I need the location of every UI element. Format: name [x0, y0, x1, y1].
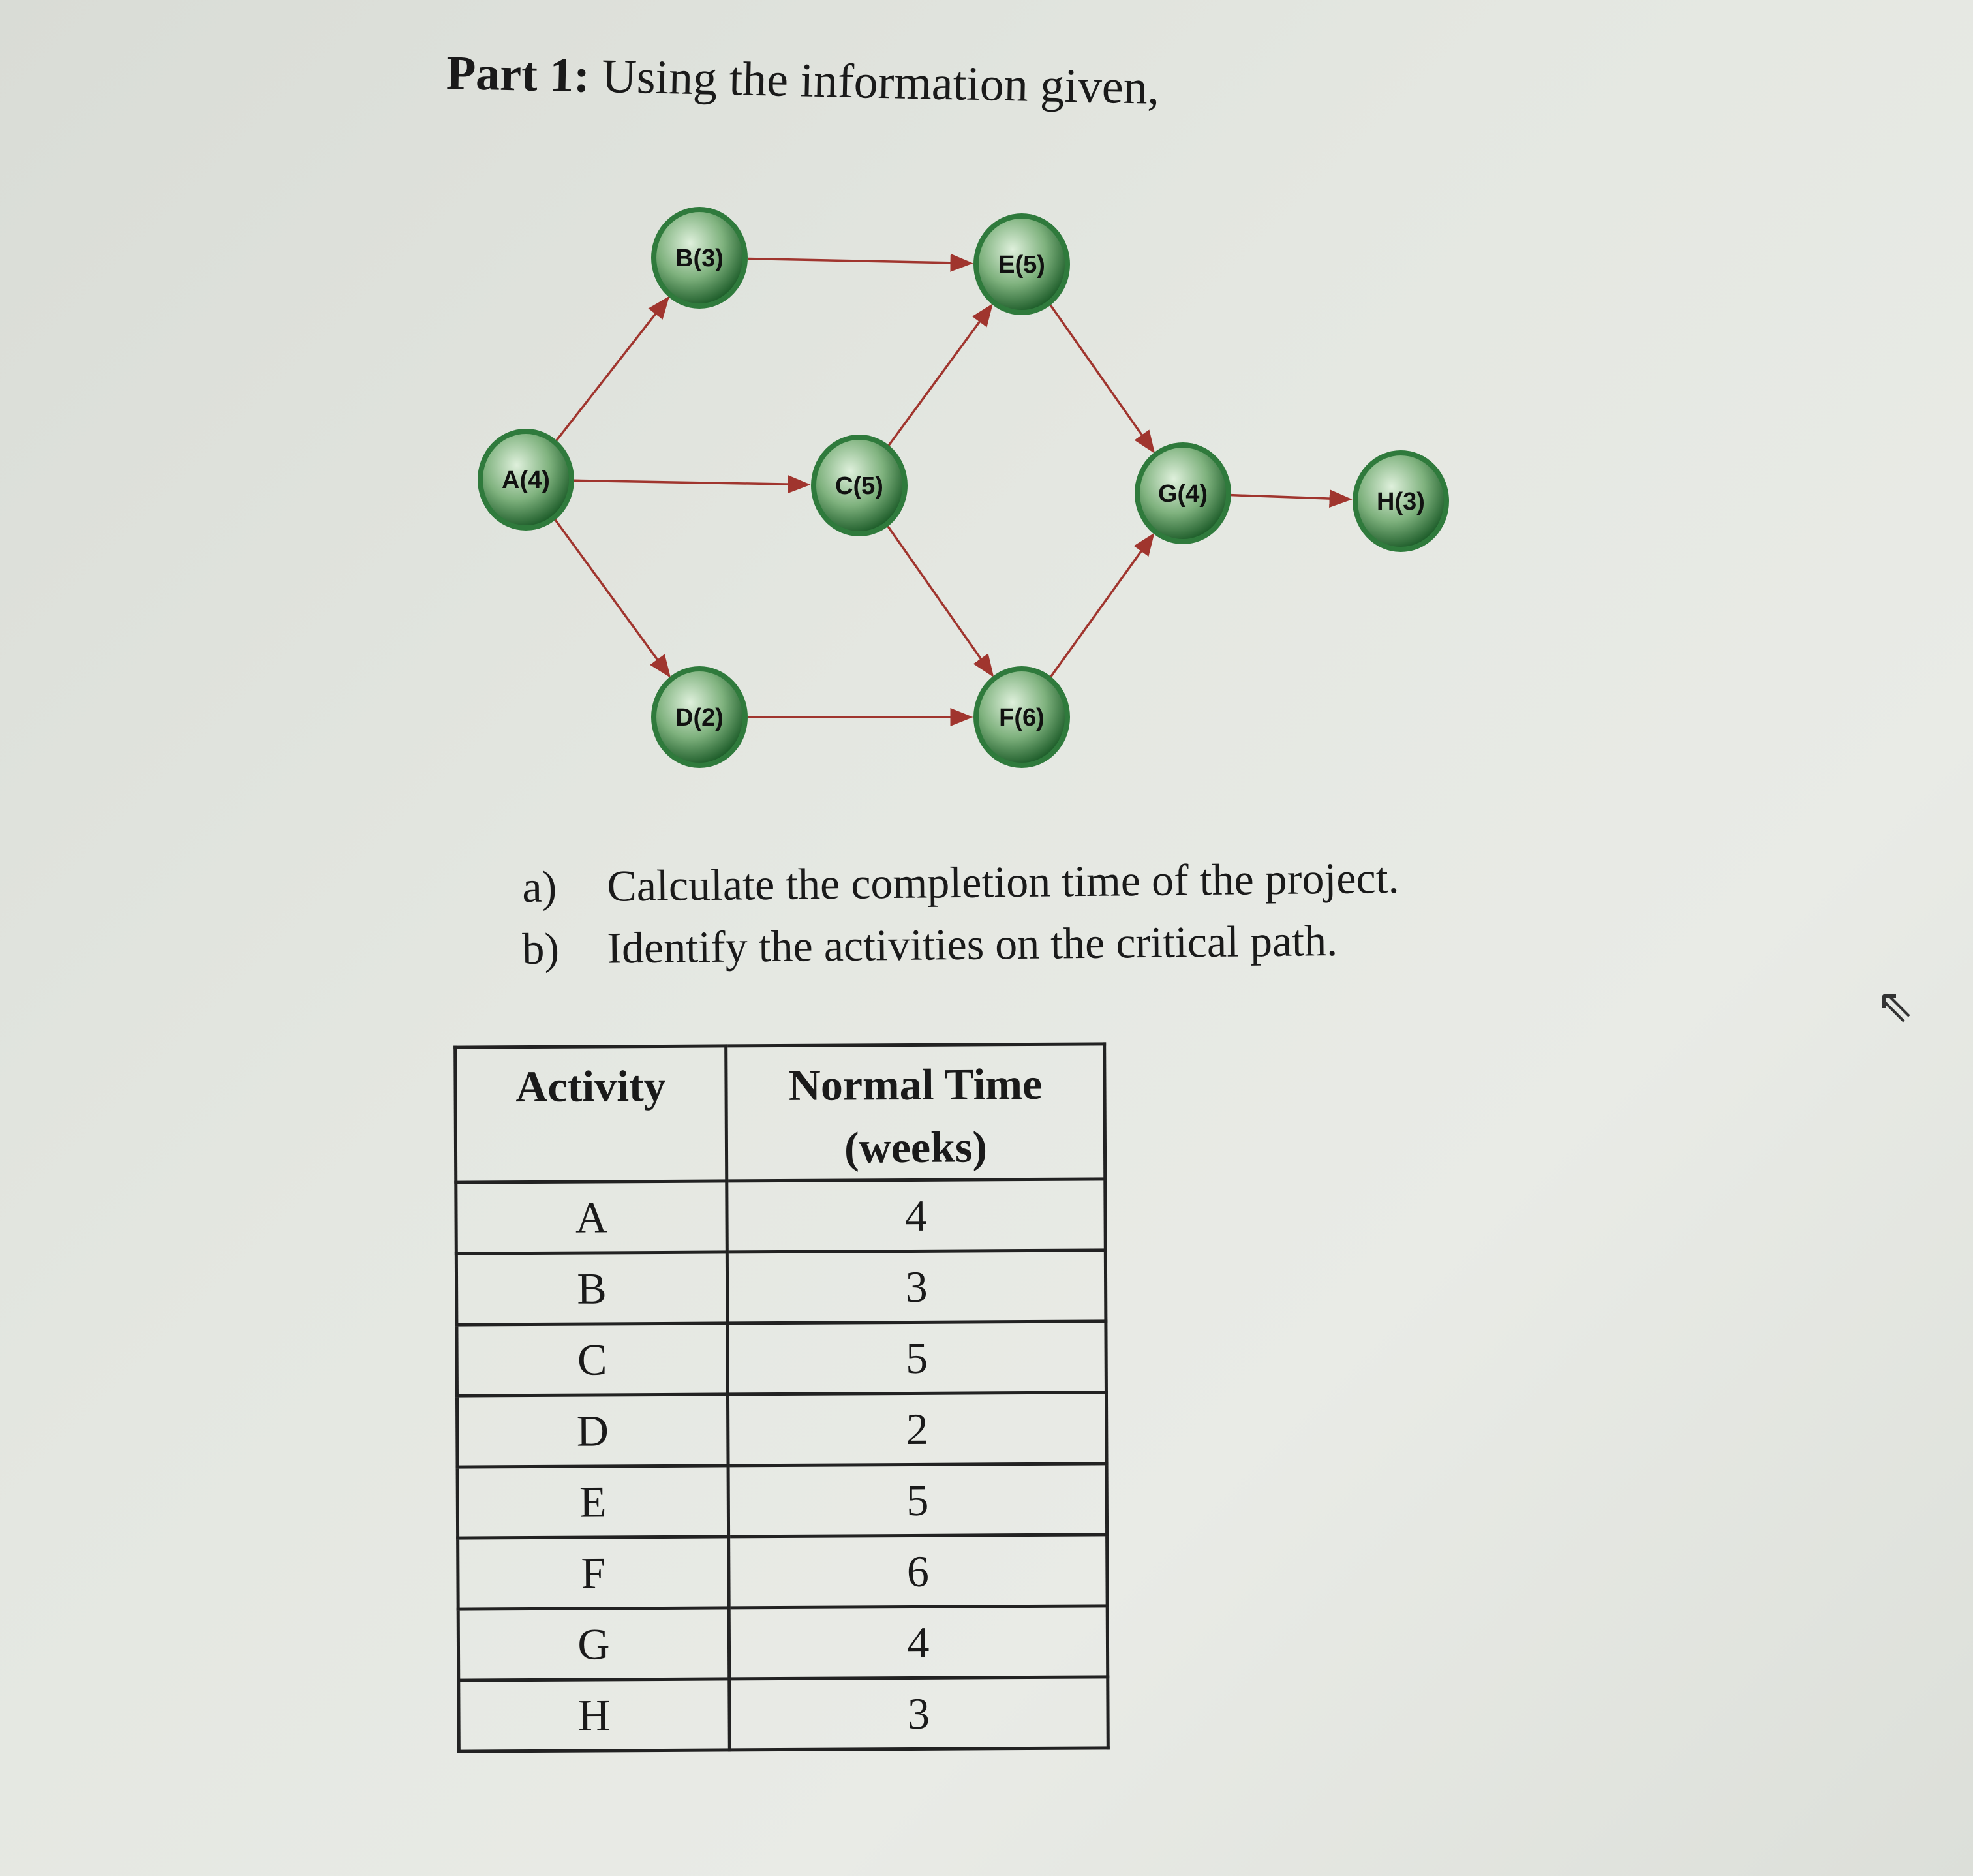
activity-cell: F [458, 1537, 729, 1609]
question-letter: a) [522, 861, 557, 912]
node-E [976, 216, 1067, 313]
activity-cell: E [457, 1466, 729, 1538]
node-label: G(4) [1158, 480, 1208, 508]
question-text: Identify the activities on the critical path. [607, 915, 1338, 973]
activity-cell: D [457, 1394, 728, 1467]
activity-cell: H [459, 1679, 730, 1751]
part-label: Part 1: [446, 46, 590, 103]
time-cell: 5 [727, 1321, 1107, 1394]
node-D [654, 669, 745, 765]
node-label: B(3) [675, 245, 724, 272]
node-label: E(5) [998, 251, 1045, 279]
table-row [456, 1179, 1106, 1253]
activity-table [453, 1042, 1110, 1753]
node-label: A(4) [502, 467, 550, 494]
node-F [976, 669, 1067, 765]
header-normal-time: Normal Time (weeks) [726, 1044, 1105, 1181]
node-C [814, 437, 905, 534]
edge-A-B [556, 298, 668, 441]
edge-A-C [574, 480, 808, 484]
title-text: Using the information given, [589, 49, 1161, 115]
time-cell: 4 [727, 1179, 1106, 1252]
node-label: F(6) [999, 704, 1045, 731]
node-B [654, 209, 745, 306]
edge-C-F [887, 525, 992, 676]
edge-A-D [555, 519, 669, 676]
node-label: C(5) [835, 472, 883, 500]
node-H [1355, 453, 1446, 549]
edge-B-E [748, 258, 971, 263]
edge-E-G [1050, 304, 1154, 452]
time-cell: 4 [729, 1606, 1108, 1679]
mouse-cursor-icon: ⇖ [1876, 981, 1914, 1032]
edge-F-G [1050, 534, 1153, 678]
table-row [457, 1321, 1107, 1396]
node-label: H(3) [1377, 488, 1425, 515]
table-row [459, 1677, 1109, 1751]
question-b [522, 915, 1338, 975]
time-cell: 3 [729, 1677, 1109, 1750]
time-cell: 5 [728, 1464, 1107, 1537]
table-row [458, 1606, 1108, 1680]
network-diagram [0, 0, 1973, 848]
node-label: D(2) [675, 704, 724, 731]
time-cell: 6 [729, 1535, 1108, 1608]
table-row [456, 1250, 1106, 1325]
table-row [458, 1535, 1108, 1609]
time-cell: 2 [727, 1392, 1107, 1466]
activity-cell: G [458, 1608, 729, 1680]
question-letter: b) [522, 923, 560, 974]
question-a [522, 852, 1399, 913]
table-header-row [455, 1044, 1105, 1182]
node-G [1137, 445, 1229, 542]
node-A [480, 431, 572, 528]
question-text: Calculate the completion time of the project. [607, 852, 1399, 911]
table-row [457, 1392, 1107, 1467]
activity-cell: A [456, 1181, 727, 1253]
edge-C-E [888, 305, 992, 446]
activity-cell: B [456, 1252, 727, 1325]
activity-cell: C [457, 1323, 728, 1396]
table-row [457, 1464, 1107, 1538]
header-activity: Activity [455, 1046, 727, 1182]
edge-G-H [1231, 495, 1350, 500]
time-cell: 3 [727, 1250, 1106, 1323]
